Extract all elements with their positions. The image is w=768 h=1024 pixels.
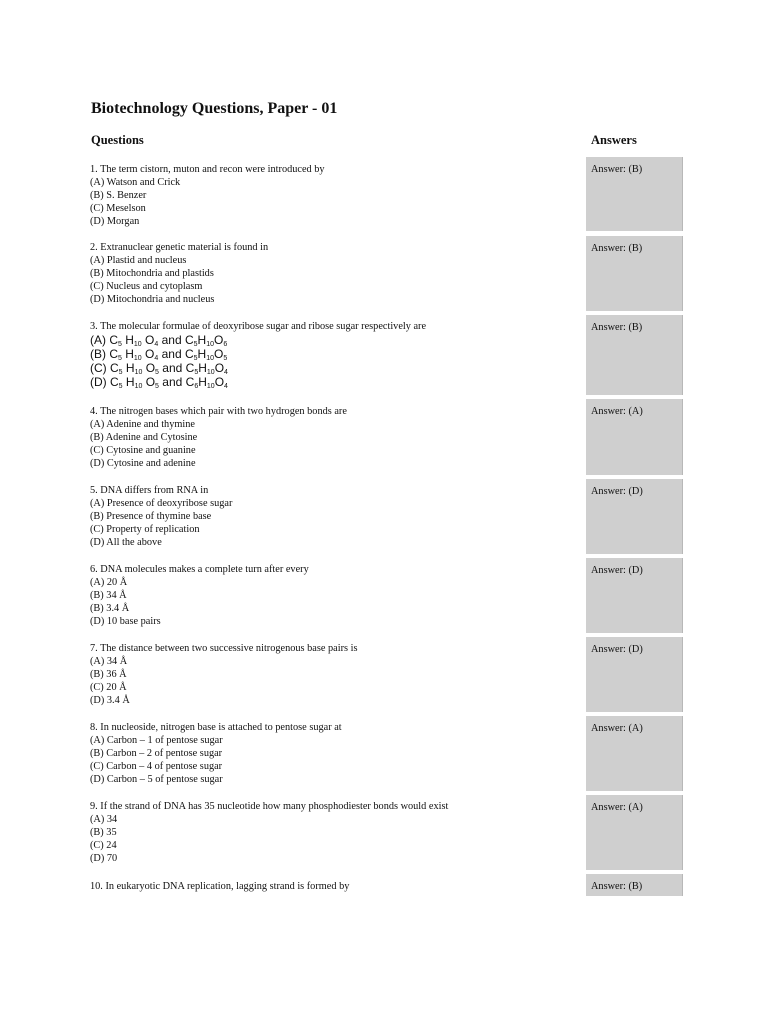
- answer-text: Answer: (B): [591, 881, 643, 892]
- question-2: [90, 241, 570, 306]
- option-c: (B) 3.4 Å: [90, 603, 130, 614]
- question-1: [90, 163, 570, 228]
- question-text: 2. Extranuclear genetic material is found in: [90, 242, 269, 253]
- option-b: (B) Carbon – 2 of pentose sugar: [90, 748, 223, 759]
- question-9: [90, 800, 570, 865]
- answer-box-6: [586, 558, 683, 633]
- option-b: (B) 36 Å: [90, 669, 127, 680]
- question-4: [90, 405, 570, 470]
- option-c: (C) 24: [90, 840, 117, 851]
- answer-text: Answer: (A): [591, 406, 643, 417]
- option-d: (D) All the above: [90, 537, 162, 548]
- question-text: 10. In eukaryotic DNA replication, lagging strand is formed by: [90, 881, 350, 892]
- option-b: (B) Adenine and Cytosine: [90, 432, 198, 443]
- option-c: (C) Nucleus and cytoplasm: [90, 281, 203, 292]
- question-10: [90, 880, 570, 893]
- question-text: 6. DNA molecules makes a complete turn after every: [90, 564, 309, 575]
- question-text: 4. The nitrogen bases which pair with two hydrogen bonds are: [90, 406, 347, 417]
- option-a: (A) 20 Å: [90, 577, 128, 588]
- option-b: (B) 35: [90, 827, 117, 838]
- answer-text: Answer: (A): [591, 723, 643, 734]
- answer-box-10: [586, 874, 683, 896]
- option-c: (C) Cytosine and guanine: [90, 445, 196, 456]
- answer-box-5: [586, 479, 683, 554]
- answer-text: Answer: (B): [591, 164, 643, 175]
- option-c: (C) 20 Å: [90, 682, 127, 693]
- answer-box-1: [586, 157, 683, 231]
- option-a: (A) Carbon – 1 of pentose sugar: [90, 735, 223, 746]
- page-title: Biotechnology Questions, Paper - 01: [91, 100, 338, 117]
- option-a: (A) 34 Å: [90, 656, 128, 667]
- option-d: (D) 3.4 Å: [90, 695, 130, 706]
- answer-box-4: [586, 399, 683, 475]
- option-d: (D) 70: [90, 853, 118, 864]
- option-c: (C) Carbon – 4 of pentose sugar: [90, 761, 223, 772]
- option-a: (A) Plastid and nucleus: [90, 255, 187, 266]
- answer-box-7: [586, 637, 683, 712]
- option-d: (D) Morgan: [90, 216, 140, 227]
- option-d: (D) Carbon – 5 of pentose sugar: [90, 774, 223, 785]
- question-text: 1. The term cistorn, muton and recon were introduced by: [90, 164, 325, 175]
- question-5: [90, 484, 570, 549]
- option-d: (D) 10 base pairs: [90, 616, 161, 627]
- option-a: (A) Adenine and thymine: [90, 419, 195, 430]
- answer-text: Answer: (D): [591, 486, 643, 497]
- formula-option-a: (A) $C_5$ $H_{10}$ $O_4$ and $C_5H_{10}O_6$: [90, 333, 228, 348]
- formula-option-c: (C) $C_5$ $H_{10}$ $O_5$ and $C_5H_{10}O_4$: [90, 361, 228, 376]
- questions-column-header: Questions: [91, 133, 144, 147]
- answers-column-header: Answers: [591, 133, 637, 147]
- option-c: (C) Property of replication: [90, 524, 200, 535]
- option-a: (A) Watson and Crick: [90, 177, 181, 188]
- question-text: 9. If the strand of DNA has 35 nucleotide how many phosphodiester bonds would exist: [90, 801, 449, 812]
- option-b: (B) 34 Å: [90, 590, 127, 601]
- answer-text: Answer: (B): [591, 322, 643, 333]
- option-a: (A) Presence of deoxyribose sugar: [90, 498, 233, 509]
- answer-box-2: [586, 236, 683, 311]
- formula-option-b: (B) $C_5$ $H_{10}$ $O_4$ and $C_5H_{10}O_5$: [90, 347, 228, 362]
- answer-text: Answer: (B): [591, 243, 643, 254]
- answer-text: Answer: (A): [591, 802, 643, 813]
- option-c: (C) Meselson: [90, 203, 146, 214]
- question-8: [90, 721, 570, 786]
- option-b: (B) Mitochondria and plastids: [90, 268, 214, 279]
- question-7: [90, 642, 570, 707]
- question-6: [90, 563, 570, 628]
- question-text: 3. The molecular formulae of deoxyribose sugar and ribose sugar respectively are: [90, 321, 427, 332]
- question-text: 8. In nucleoside, nitrogen base is attached to pentose sugar at: [90, 722, 342, 733]
- answer-text: Answer: (D): [591, 644, 643, 655]
- option-b: (B) Presence of thymine base: [90, 511, 212, 522]
- question-text: 5. DNA differs from RNA in: [90, 485, 209, 496]
- answer-box-3: [586, 315, 683, 395]
- option-a: (A) 34: [90, 814, 118, 825]
- option-b: (B) S. Benzer: [90, 190, 147, 201]
- option-d: (D) Mitochondria and nucleus: [90, 294, 215, 305]
- answer-box-9: [586, 795, 683, 870]
- question-3: [90, 320, 570, 389]
- answer-text: Answer: (D): [591, 565, 643, 576]
- question-text: 7. The distance between two successive nitrogenous base pairs is: [90, 643, 358, 654]
- answer-box-8: [586, 716, 683, 791]
- option-d: (D) Cytosine and adenine: [90, 458, 196, 469]
- formula-option-d: (D) $C_5$ $H_{10}$ $O_5$ and $C_6H_{10}O_4$: [90, 375, 228, 390]
